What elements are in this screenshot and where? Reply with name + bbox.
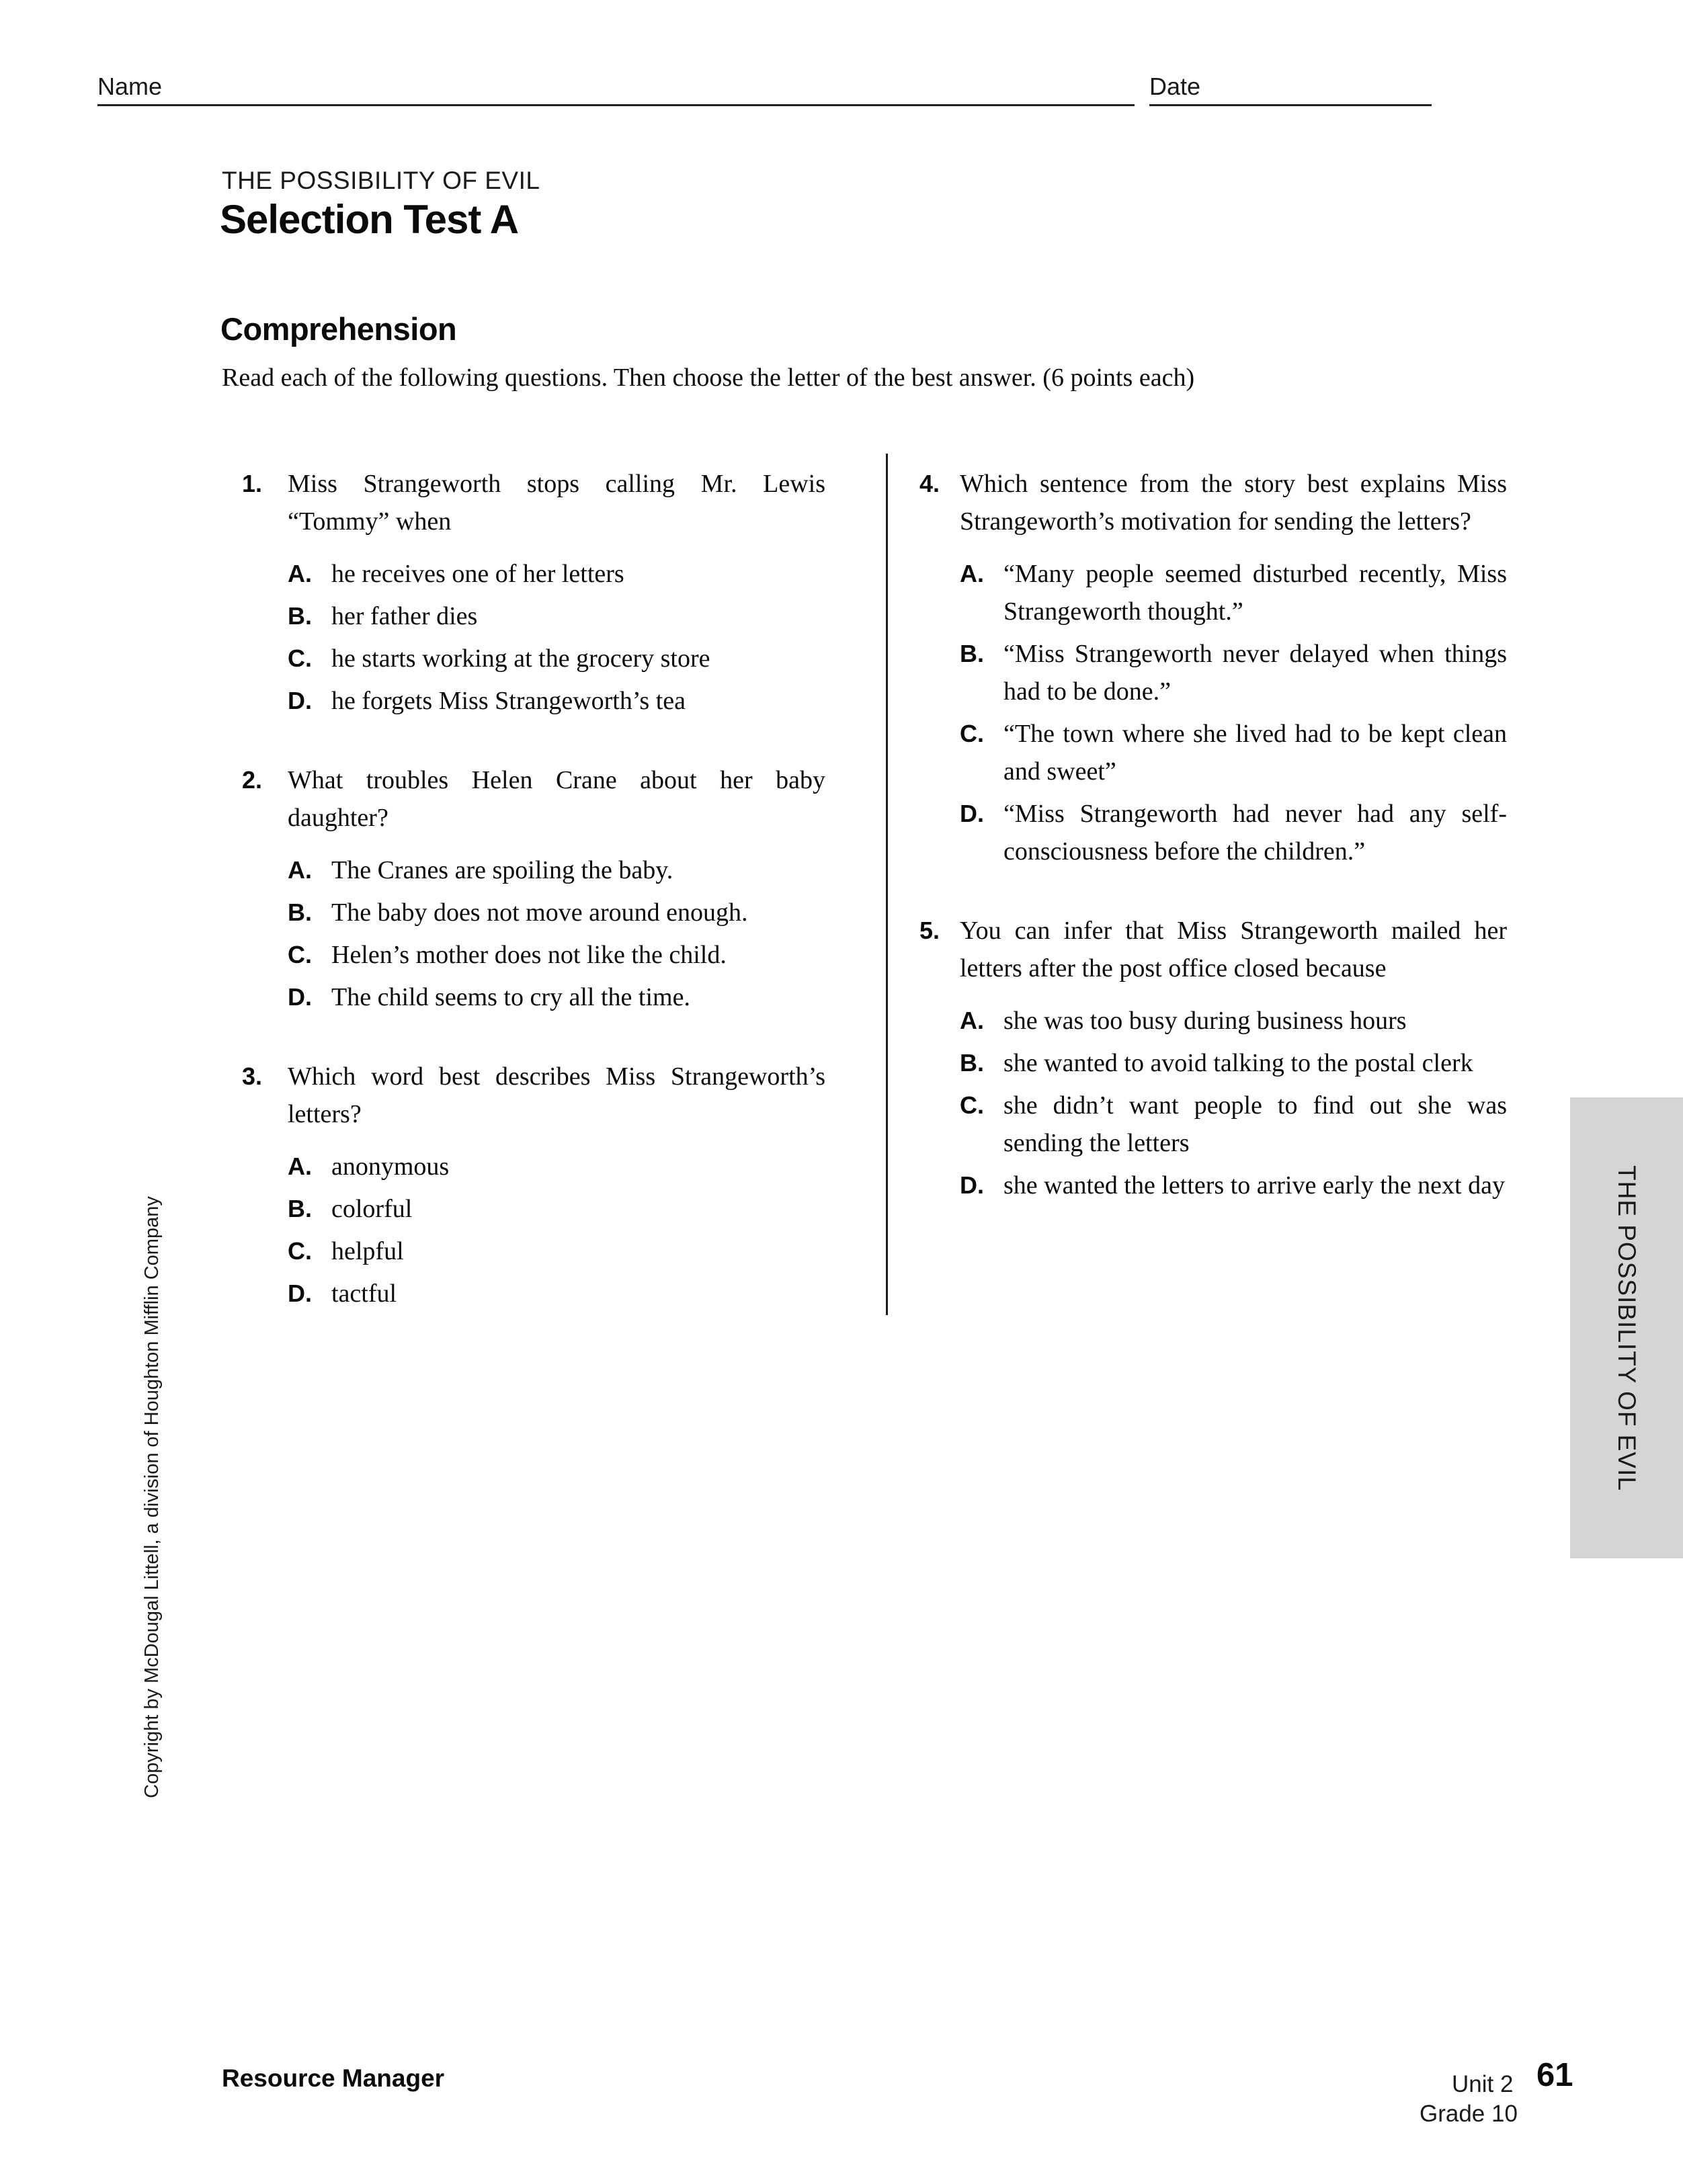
answer-option	[960, 795, 1507, 870]
answer-option	[960, 715, 1507, 790]
footer-grade-label: Grade 10	[1420, 2101, 1518, 2127]
questions-area	[242, 465, 1507, 1354]
option-letter: A.	[960, 1007, 984, 1034]
selection-title-tab	[1570, 1097, 1683, 1558]
option-text: he starts working at the grocery store	[331, 644, 710, 673]
copyright-vertical-text: Copyright by McDougal Littell, a division of Houghton Mifflin Company	[141, 1196, 163, 1798]
questions-column-right	[919, 465, 1507, 1354]
answer-option	[288, 640, 825, 677]
option-letter: B.	[960, 640, 984, 667]
option-text: anonymous	[331, 1152, 450, 1181]
question-options	[242, 851, 825, 1016]
page-title: Selection Test A	[220, 197, 519, 242]
question	[242, 1058, 825, 1312]
question-number: 4.	[919, 470, 940, 497]
answer-option	[960, 1044, 1507, 1082]
option-letter: A.	[288, 560, 312, 587]
question	[919, 912, 1507, 1204]
option-letter: B.	[288, 898, 312, 926]
footer-page-number: 61	[1536, 2057, 1573, 2093]
option-letter: D.	[288, 1279, 312, 1307]
date-field-blank	[1149, 73, 1432, 106]
question-stem: Miss Strangeworth stops calling Mr. Lewis “Tommy” when	[288, 470, 825, 536]
option-text: he receives one of her letters	[331, 560, 624, 588]
option-letter: D.	[960, 800, 984, 827]
question-head	[242, 1058, 825, 1148]
answer-option	[960, 635, 1507, 710]
question-number: 3.	[242, 1062, 263, 1090]
answer-option	[288, 1190, 825, 1228]
option-letter: B.	[960, 1049, 984, 1077]
option-letter: C.	[960, 1091, 984, 1119]
question-number: 2.	[242, 766, 263, 794]
option-text: she wanted to avoid talking to the postal clerk	[1003, 1049, 1473, 1077]
question-head	[919, 465, 1507, 555]
answer-option	[960, 1002, 1507, 1040]
option-letter: C.	[288, 1237, 312, 1265]
option-letter: B.	[288, 602, 312, 630]
option-letter: B.	[288, 1195, 312, 1222]
question	[242, 761, 825, 1016]
option-text: tactful	[331, 1279, 397, 1308]
option-text: The Cranes are spoiling the baby.	[331, 856, 673, 884]
questions-column-left	[242, 465, 825, 1354]
question	[242, 465, 825, 720]
question-number: 1.	[242, 470, 263, 497]
answer-option	[288, 894, 825, 931]
answer-option	[288, 851, 825, 889]
option-letter: A.	[288, 1152, 312, 1180]
answer-option	[960, 1167, 1507, 1204]
option-text: The baby does not move around enough.	[331, 898, 748, 927]
resource-manager-label: Resource Manager	[222, 2064, 445, 2092]
question-head	[242, 761, 825, 851]
answer-option	[288, 1275, 825, 1312]
answer-option	[288, 597, 825, 635]
option-text: helpful	[331, 1237, 404, 1265]
question-options	[242, 555, 825, 720]
answer-option	[960, 555, 1507, 630]
answer-option	[288, 936, 825, 974]
option-text: “Miss Strangeworth never delayed when things had to be done.”	[1003, 640, 1507, 706]
option-letter: D.	[288, 687, 312, 714]
option-letter: D.	[960, 1171, 984, 1199]
option-text: “Miss Strangeworth had never had any self-consciousness before the children.”	[1003, 800, 1507, 866]
question-stem: What troubles Helen Crane about her baby daughter?	[288, 766, 825, 832]
question-stem: You can infer that Miss Strangeworth mailed her letters after the post office closed because	[960, 917, 1507, 982]
option-text: he forgets Miss Strangeworth’s tea	[331, 687, 686, 715]
question-options	[919, 1002, 1507, 1204]
answer-option	[960, 1087, 1507, 1162]
name-label: Name	[97, 73, 163, 100]
option-text: “Many people seemed disturbed recently, Miss Strangeworth thought.”	[1003, 560, 1507, 626]
question-head	[919, 912, 1507, 1002]
option-letter: A.	[288, 856, 312, 884]
footer-unit-label: Unit 2	[1452, 2071, 1514, 2097]
selection-tab-label: THE POSSIBILITY OF EVIL	[1613, 1165, 1641, 1491]
option-letter: C.	[288, 644, 312, 672]
question-stem: Which sentence from the story best explains Miss Strangeworth’s motivation for sending the letters?	[960, 470, 1507, 536]
answer-option	[288, 1232, 825, 1270]
option-text: “The town where she lived had to be kept clean and sweet”	[1003, 720, 1507, 786]
date-label: Date	[1149, 73, 1201, 100]
option-text: Helen’s mother does not like the child.	[331, 941, 727, 969]
question-number: 5.	[919, 917, 940, 944]
selection-title-eyebrow: THE POSSIBILITY OF EVIL	[222, 167, 540, 194]
option-letter: D.	[288, 983, 312, 1011]
option-text: she didn’t want people to find out she was sending the letters	[1003, 1091, 1507, 1157]
answer-option	[288, 1148, 825, 1185]
section-heading: Comprehension	[220, 311, 457, 347]
question-options	[242, 1148, 825, 1312]
option-letter: C.	[288, 941, 312, 968]
answer-option	[288, 978, 825, 1016]
question-options	[919, 555, 1507, 870]
option-letter: C.	[960, 720, 984, 747]
question	[919, 465, 1507, 870]
option-text: she was too busy during business hours	[1003, 1007, 1407, 1035]
option-text: she wanted the letters to arrive early the next day	[1003, 1171, 1505, 1200]
option-text: colorful	[331, 1195, 413, 1223]
name-field-blank	[97, 73, 1135, 106]
option-text: her father dies	[331, 602, 478, 630]
answer-option	[288, 682, 825, 720]
question-stem: Which word best describes Miss Strangeworth’s letters?	[288, 1062, 825, 1128]
option-text: The child seems to cry all the time.	[331, 983, 690, 1011]
question-head	[242, 465, 825, 555]
option-letter: A.	[960, 560, 984, 587]
instructions-text: Read each of the following questions. Then choose the letter of the best answer. (6 points each)	[222, 364, 1195, 392]
answer-option	[288, 555, 825, 593]
name-date-row	[97, 73, 1432, 106]
